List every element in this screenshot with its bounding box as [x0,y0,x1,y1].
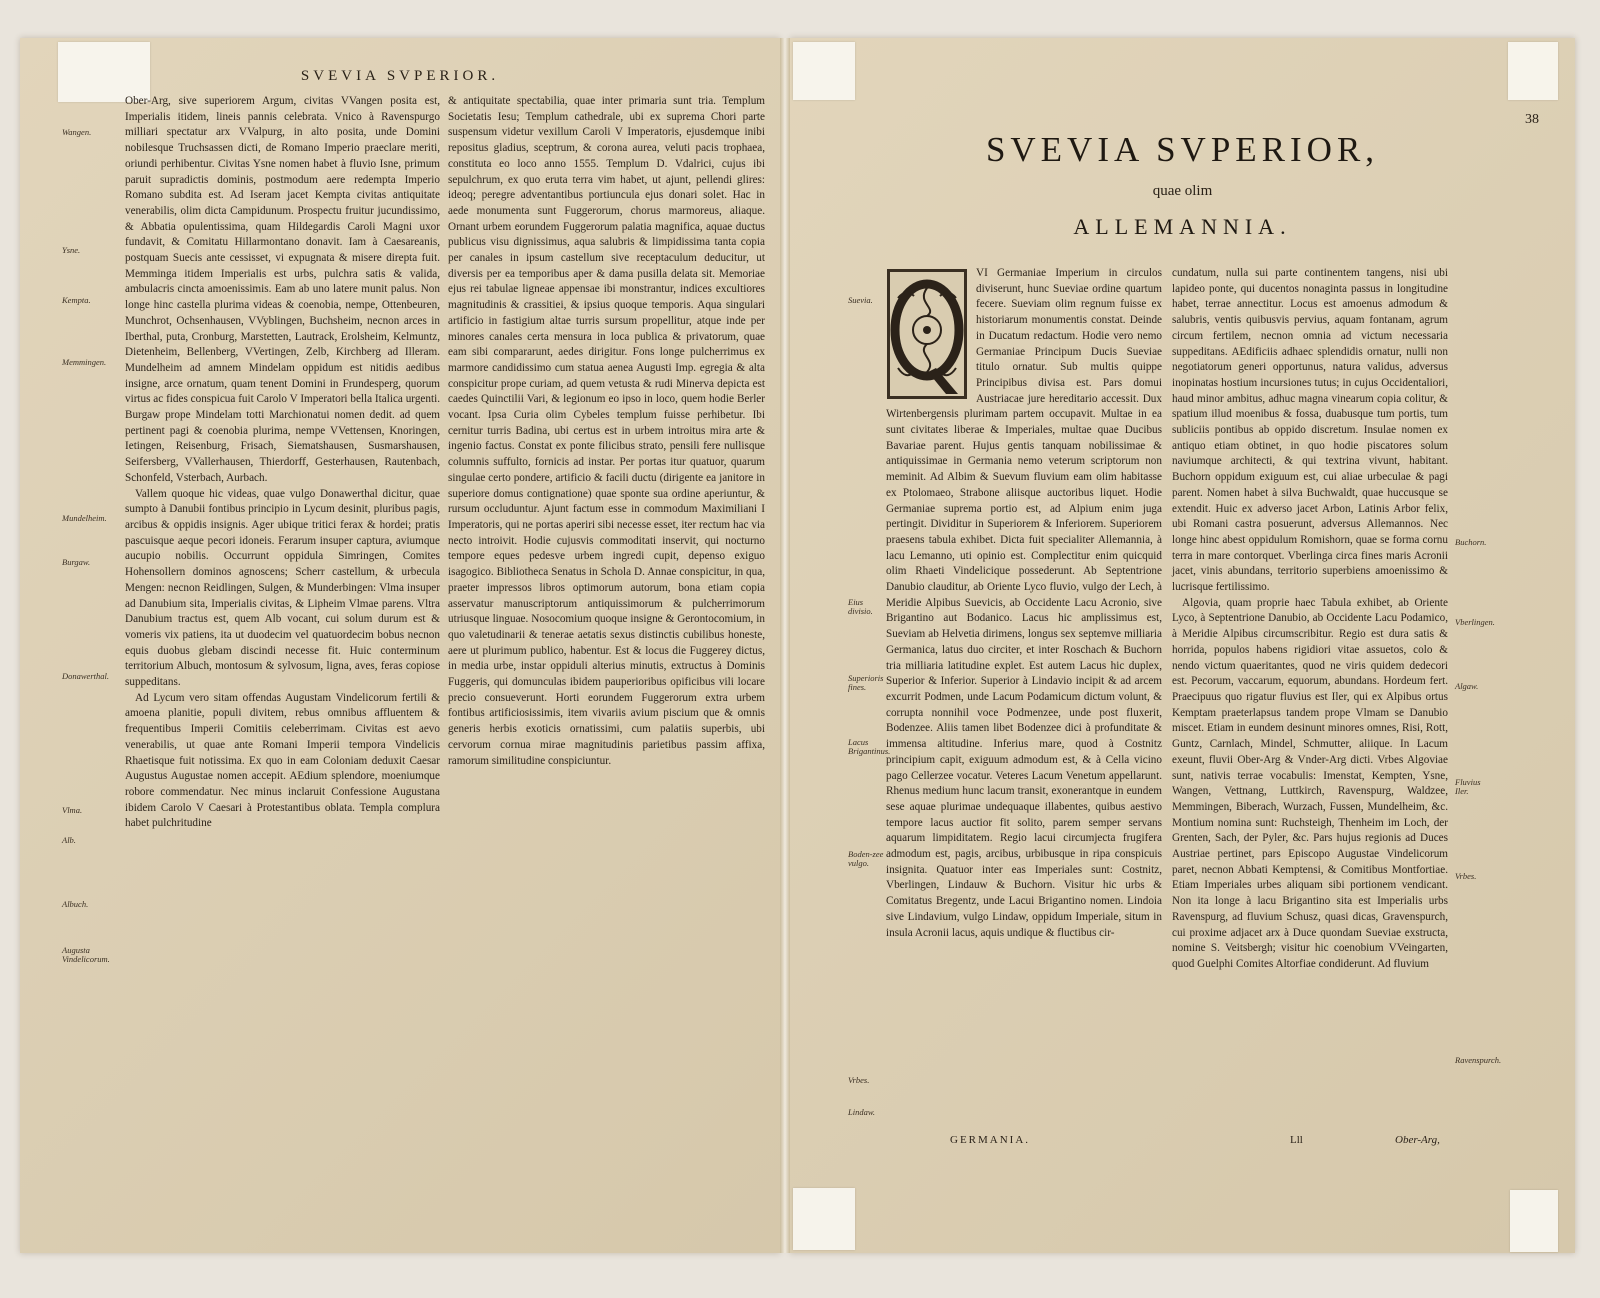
margin-note: Lindaw. [848,1107,876,1117]
left-column-1 [125,94,440,832]
tape-top-center [793,42,855,100]
margin-note: Vberlingen. [1455,617,1495,627]
footer-signature: GERMANIA. [950,1134,1031,1146]
margin-note: Fluvius Iler. [1455,777,1481,796]
margin-note: Burgaw. [62,557,91,567]
paragraph: Vallem quoque hic videas, quae vulgo Donawerthal dicitur, quae sumpto à Danubii fontibus principio in Lycum desinit, pluribus pagis, arcibus & oppidis insignis. Ager ubique tritici ferax & hordei; pratis pascuisque aeque pecori idoneis. Ferarum insuper captura, aviumque aucupio nobilis. Occurrunt oppidula Simringen, Comites Hohensollern dominos agnoscens; Scherr castellum, & urbecula Mengen: necnon Reidlingen, Sulgen, & Munderbingen: Vlma insuper ad Danubium sita, Imperialis civitas, & Lipheim Vlmae parens. Vltra Danubium tractus est, quem Alb vocant, cui solum durum est & vomeris vix patiens, ita ut duodecim vel quatuordecim bobus necnon equis duobus glebam discindi necesse fit. Huic conterminum territorium Albuch, montosum & sylvosum, ligna, aves, feras copiose suppeditans. [125,487,440,689]
margin-note: Buchorn. [1455,537,1487,547]
ornamental-initial-q [886,268,968,400]
paragraph: Ober-Arg, sive superiorem Argum, civitas VVangen posita est, Imperialis itidem, lineis pannis celebrata. Vnico à Ravenspurgo milliari spectatur arx VValpurg, in alto posita, unde Domini nobilesque Truchsassen dicti, de Romano Imperio praeclare meriti, oriundi perhibentur. Civitas Ysne nomen habet à fluvio Isne, primum paruit supradictis dominis, postmodum aere redempta Imperio Romano subdita est. Ad Iseram jacet Kempta civitas antiquitate venerabilis, olim dicta Campidunum. Prospectu fruitur jucundissimo, & Abbatia opulentissima, quam Hildegardis Caroli Magni uxor fundavit, & Comitatu Hillarmontano donavit. Iam à Caesareanis, postquam Suecis ante cessisset, vi expugnata & misere direpta fuit. Memminga itidem Imperialis est urbs, pulchra satis & valida, ambulacris cincta amoenissimis. Eam ab uno latere munit palus. Non longe hinc castella plurima videas & coenobia, nempe, Ottenbeuren, Munchrot, Ochsenhausen, VVyblingen, Buchsheim, necnon arces in Iberthal, puta, Cronburg, Marstetten, Lautrack, Erolsheim, Kelmuntz, Dietenheim, Bellenberg, VVertingen, Zelb, Kirchberg ad Illeram. Mundelheim ad amnem Mindelam oppidum est nitidis aedibus insigne, arce ornatum, quam tenent Domini in Frundesperg, quorum virtus ac fides conspicua fuit Carolo V Imperatori bella Italica urgenti. Burgaw prope Mindelam totti Marchionatui nomen dedit. ad quem pertinent pagi & coenobia plurima, nempe VVettensen, Knoringen, Ietingen, Reisenburg, Frisach, Siematshausen, Susmarshausen, Seifersberg, VVallerhausen, Thierdorff, Gesterhausen, Rautenbach, Schonfeld, Vsterbach, Aurbach. [125,95,440,484]
center-fold [780,38,790,1253]
margin-note: Memmingen. [62,357,107,367]
paragraph: & antiquitate spectabilia, quae inter primaria sunt tria. Templum Societatis Iesu; Templum cathedrale, ubi ex suprema Chori parte suspensum videtur vexillum Caroli V Imperatoris, ejusdemque inibi repositus gladius, sceptrum, & corona aurea, veluti pacis trophaea, constituta eo loco anno 1555. Templum D. Vdalrici, cujus ibi sepulchrum, ex quo eruta terra vim habet, ut ajunt, pellendi glires: ideoq; peregre adventantibus portiuncula ejus donari solet. Hac in aede monumenta sunt Fuggerorum, chorus marmoreus, aliaque. Ornant urbem eorundem Fuggerorum palatia magnifica, aquae ductus publicus visu dignissimus, aqua salubris & limpidissima tanta copia per canales in ipsum castellum sive receptaculum deducitur, ut diversis per ea temporibus aper & dama pusilla delata sit. Memoriae ejus rei tabulae ligneae appensae ibi monstrantur, indices excultiores magnitudinis & crassitiei, & ipsius quoque temporis. Aqua singulari artificio in fastigium altae turris sursum propellitur, atque inde per minores canales certa mensura in loca publica & privatorum, quae eam sibi compararunt, aedes dirigitur. Fons longe pulcherrimus ex marmore candidissimo cum statua aenea Augusti Imp. egregia & alta conspicitur prope curiam, ad quem vetusta & rudi Minerva depicta est caedes Quinctilii Vari, & legionum eo ipso in loco, quem hodie Berler vocant. Ipsa Curia olim Cybeles templum fuisse perhibetur. Ibi cernitur turris Badina, ubi certus est in urbem introitus mira arte & ingenio factus. Constat ex ponte filicibus strato, pensili fere nullisque columnis suffulto, fornicis ad instar. Per portas itur quatuor, quarum singulae certo pondere, artificio & facili ductu (dirigente ea janitore in superiore domus contignatione) quae sponte sua ordine aperiuntur, & rursum occluduntur. Ajunt factum esse in commodum Maximiliani I Imperatoris, qui ne portas aperiri sibi necesse esset, iter rectum hac via necto introivit. Hodie cujusvis commoditati inservit, qui nocturno tempore eques pedesve urbem ingredi cupit, depenso exiguo isagogico. Bibliotheca Senatus in Schola D. Annae conspicitur, in qua, praeter impressos libros optimorum autorum, bona etiam copia asservatur manuscriptorum antiquissimorum & pulcherrimorum utriusque linguae. Nosocomium quoque insigne & Gerontocomium, in quo valetudinarii & tenerae aetatis sexus distinctis cubilibus honeste, aere ut plurimum publico, habentur. Est & locus die Fuggerey dictus, in media urbe, instar oppiduli alterius minutis, extructus à Dominis Fuggeris, qui domunculas ibidem pauperioribus opificibus vili locare precio consueverunt. Horti eorundem Fuggerorum extra urbem fontibus artificiosissimis, item vivariis avium piscium que & omnis generis herbis exoticis ornatissimi, cum palatiis superbis, ubi cervorum cornua mirae magnitudinis parietibus passim affixa, ramorum similitudine conspiciuntur. [448,95,765,767]
margin-note: Mundelheim. [62,513,107,523]
paragraph: Algovia, quam proprie haec Tabula exhibet, ab Oriente Lyco, à Septentrione Danubio, ab Occidente Lacu Podamico, à Meridie Alpibus circumscribitur. Regio est dura satis & horrida, populos habens rigidiori vitae assuetos, colo & nendo victum quaeritantes, quod ne viris quidem dedecori est. Pecorum, vaccarum, equorum, abundans. Hordeum fert. Praecipuus quo rigatur fluvius est Iler, qui ex Alpibus ortus Kemptam praeterlapsus tandem prope Vlmam se Danubio miscet. Etiam in eundem desinunt minores omnes, Risi, Rott, Guntz, Carnlach, Mindel, Schmutter, aliique. In Lacum exeunt, fluvii Ober-Arg & Vnder-Arg dicti. Vrbes Algoviae sunt, nativis terrae vocabulis: Imenstat, Kempten, Ysne, Wangen, Vettnang, Luttkirch, Ravenspurg, Waldzee, Memmingen, Biberach, Wurzach, Fussen, Mundelheim, &c. Montium nomina sunt: Ruchsteigh, Thenheim im Loch, der Grenten, Sach, der Pyler, &c. Pars hujus regionis ad Duces Austriae pertinet, pars Episcopo Augustae Vindelicorum paret, necnon Abbati Kemptensi, & Comitibus Montfortiae. Etiam Imperiales urbes aliquam sibi portionem vendicant. Non ita longe à lacu Brigantino sita est Imperialis urbs Ravenspurg, ad fluvium Schusz, quasi dicas, Gravenspurch, cui proxime adjacet arx à Duce quondam Sueviae exstructa, nomine S. Veitsbergh; visitur hic coenobium VVeingarten, quod Guelphi Comites Altorfiae condiderunt. Ad fluvium [1172,596,1448,970]
margin-note: Ravenspurch. [1455,1055,1502,1065]
left-running-head: SVEVIA SVPERIOR. [300,68,500,84]
tape-bottom-right [1510,1190,1558,1252]
margin-note: Vrbes. [848,1075,870,1085]
page-subtitle-2: ALLEMANNIA. [1073,214,1292,239]
margin-note: Vlma. [62,805,83,815]
margin-note: Albuch. [62,899,89,909]
right-column-2 [1172,266,1448,973]
paragraph: cundatum, nulla sui parte continentem tangens, nisi ubi lapideo ponte, qui ducentos nonaginta passus in longitudine habet, terrae annectitur. Locus est amoenus admodum & salubris, ventis quibusvis pervius, aquam fontanam, agrum circum fertilem, necnon omnia ad victum necessaria suppeditans. AEdificiis adhaec splendidis ornatur, nulli non negotiatorum generi opportunus, natura validus, adversus inopinatas hostium incursiones tutus; in cujus Occidentaliori, haud minor ambitus, adhuc magna vinearum copia colitur, & spatium illud moenibus & fossa, duabusque tum portis, tum subliciis pontibus ab oppido discretum. Insulae nomen ex antiquo etiam obtinet, in quo hodie piscatores solum naviumque architecti, & qui textrina vivunt, habitant. Buchorn oppidum exiguum est, cui aliae urbeculae & pagi parent. Nomen habet à silva Buchwaldt, quae huccusque se extendit. Huic ex adverso jacet Arbon, Latinis Arbor felix, ubi Romani castra posuerunt, adversus Allemannos. Nec longe hinc abest oppidulum Romishorn, quae se forma cornu terra in mare contorquet. Vberlinga circa fines maris Acronii jacet, vinis abundans, territorio superbiens amoenissimo & lucrisque fertilissimo. [1172,267,1448,594]
footer-signature-mark: Lll [1290,1134,1303,1146]
margin-note: Alb. [62,835,76,845]
tape-top-right [1508,42,1558,100]
margin-note: Donawerthal. [62,671,109,681]
page-number: 38 [1525,112,1539,127]
tape-bottom-center [793,1188,855,1250]
paragraph: Ad Lycum vero sitam offendas Augustam Vindelicorum fertili & amoena planitie, populi divitem, rebus omnibus affluentem & frequentibus Imperii Comitiis celeberrimam. Civitas est aevo venerabilis, ut quae ante Romani Imperii tempora Vindelicis Rhaetisque fuit notissima. Ex quo in eam Coloniam deduxit Caesar Augustus Augustae nomen accepit. AEdium splendore, moeniumque robore commendatur. Nec minus inclaruit Confessione Augustana ibidem Carolo V Caesari à Protestantibus oblata. Templa complura habet pulchritudine [125,691,440,830]
margin-note: Augusta Vindelicorum. [62,945,110,964]
margin-note: Suevia. [848,295,873,305]
margin-note: Vrbes. [1455,871,1477,881]
left-column-2 [448,94,765,769]
page-title: SVEVIA SVPERIOR, [985,130,1380,169]
footer-catchword: Ober-Arg, [1395,1134,1440,1146]
margin-note: Lacus Brigantinus. [848,737,891,756]
margin-note: Kempta. [62,295,91,305]
page-subtitle: quae olim [1152,183,1213,199]
margin-note: Eius divisio. [848,597,873,616]
paragraph: VI Germaniae Imperium in circulos diviserunt, hunc Sueviae ordine quartum fecere. Sueviam olim regnum fuisse ex historiarum monumentis constat. Deinde in Ducatum redactum. Hodie vero nemo Germaniae Principum Ducis Sueviae titulo ornatur. Sub multis quippe Principibus divisa est. Pars domui Austriacae jure hereditario accessit. Dux Wirtenbergensis plurimam partem occupavit. Multae in ea sunt civitates liberae & Imperiales, multae quae Ducibus Bavariae parent. Hujus gentis tanquam nobilissimae & antiquissimae in Germania nemo veterum scriptorum non meminit. Ad Albim & Suevum fluvium eam olim habitasse ex Ptolomaeo, Strabone aliisque auctoribus liquet. Hodie Germaniae suprema portio est, ad Alpium enim juga pertingit. Dividitur in Superiorem & Inferiorem. Superiorem praesens tabula exhibet. Dicta fuit specialiter Allemannia, à lacu Lemanno, uti opinio est. Complectitur enim quicquid olim Rhaeti Vindelicique possederunt. Ab Septentrione Danubio clauditur, ab Oriente Lyco fluvio, vulgo der Lech, à Meridie Alpibus Suevicis, ab Occidente Lacu Acronio, sive Brigantino aut Bodanico. Lacus hic amplissimus est, Sueviam ab Helvetia dirimens, longus sex septemve milliaria Germanica, latus duo circiter, et inter Roschach & Buchorn tria milliaria latitudine explet. Est autem Lacus hic duplex, Superior & Inferior. Superior à Lindavio incipit & ad arcem excurrit Podmen, unde Lacum Podamicum dictum volunt, & corrupta nonnihil voce Podmenzee, unde post fluxerit, Bodenzee. Aliis tamen libet Bodenzee dici à profunditate & immensa altitudine. Inferius mare, quod à Costnitz principium capit, exiguum admodum est, & à Cella vicino pago Cellerzee vocatur. Veteres Lacum Venetum appellarunt. Rhenus medium hunc lacum transit, exonerantque in eundem sese aquae plurimae undequaque illabentes, quibus aestivo tempore lacus auctior fit solito, parem semper servans aquarum limpiditatem. Regio lacui circumjecta frugifera admodum est, pagis, arcibus, urbibusque in ripa conspicuis insignita. Quatuor inter eas Imperiales sunt: Costnitz, Vberlingen, Lindauw & Buchorn. Visitur hic urbs & Comitatus Bregentz, unde Lacui Brigantino nomen. Lindoia sive Lindavium, vulgo Lindaw, oppidum Imperiale, situm in insula Acronii lacus, aquis undique & fluctibus cir- [886,267,1162,939]
margin-note: Wangen. [62,127,92,137]
right-column-1 [886,266,1162,941]
margin-note: Algaw. [1455,681,1479,691]
margin-note: Superioris fines. [848,673,884,692]
margin-note: Ysne. [62,245,81,255]
margin-note: Boden-zee vulgo. [848,849,884,868]
